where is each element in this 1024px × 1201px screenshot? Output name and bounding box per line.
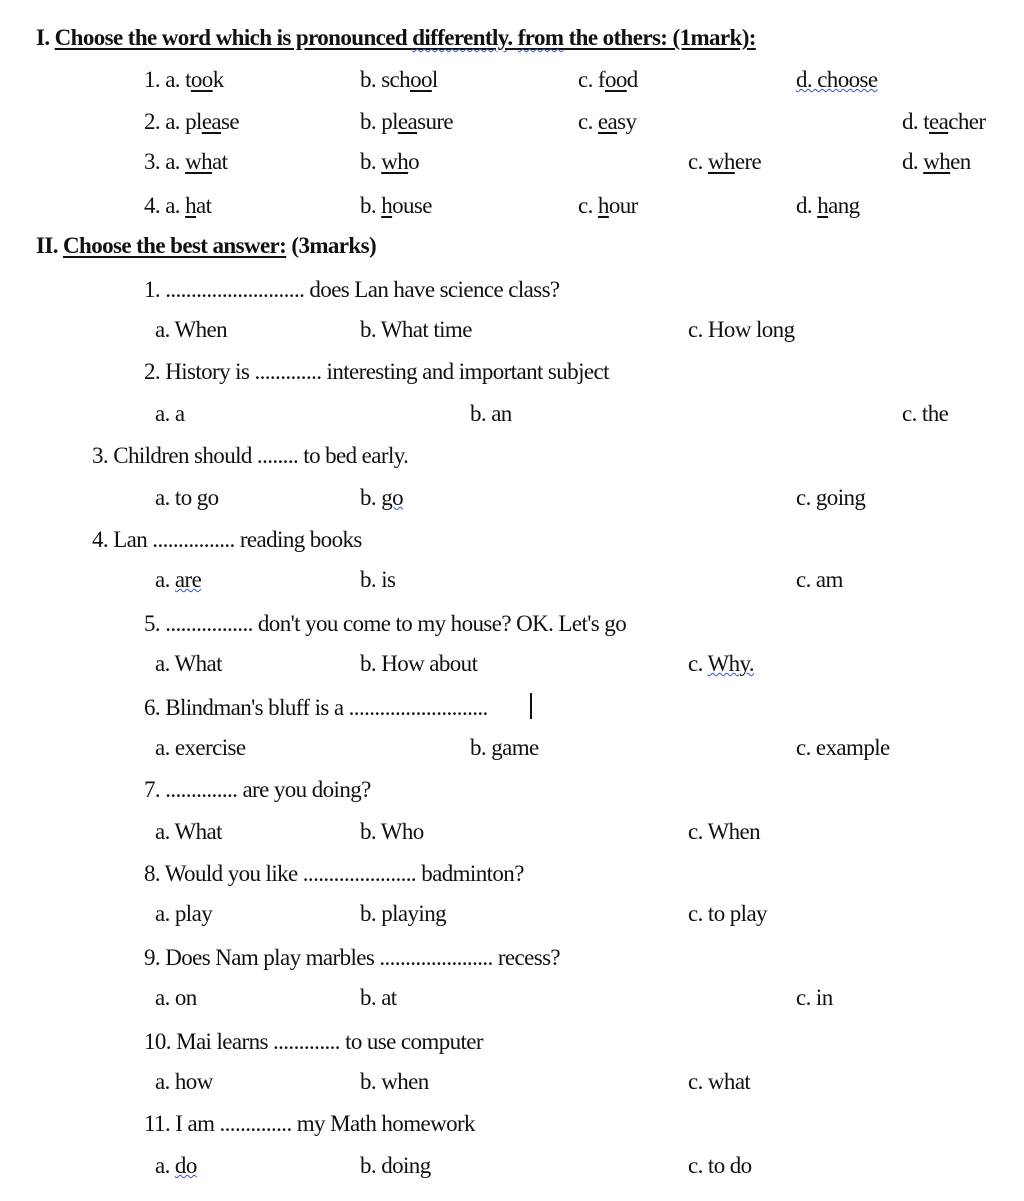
pron-word-part: b. [360, 149, 382, 174]
text-cursor [530, 693, 532, 719]
pron-option-d [902, 108, 985, 136]
pron-underlined-sound: wh [185, 149, 213, 174]
section-1-number: I. [36, 25, 50, 50]
pron-option-b [360, 108, 453, 136]
pron-number: 2. a. [144, 109, 186, 134]
question-text: 3. Children should ........ to bed early. [92, 443, 409, 468]
pron-word-part: ouse [392, 193, 432, 218]
question-text: 2. History is ............. interesting and important subject [144, 359, 609, 384]
pron-word-part: sure [417, 109, 454, 134]
question-text: 1. ........................... does Lan have science class? [144, 277, 560, 302]
answer-option-b: b. game [470, 735, 539, 760]
option-letter: a. [155, 1153, 175, 1178]
question-text: 7. .............. are you doing? [144, 777, 371, 802]
pron-word-part: at [196, 193, 212, 218]
pron-underlined-sound: ea [397, 109, 418, 134]
section-2-heading [36, 232, 376, 260]
pron-underlined-sound: ea [201, 109, 222, 134]
question-text: 11. I am .............. my Math homework [144, 1111, 475, 1136]
answer-option-a [155, 1152, 197, 1180]
answer-option-b: b. playing [360, 901, 446, 926]
pron-underlined-sound: wh [923, 149, 951, 174]
pron-word-squiggle: d. choose [796, 67, 878, 92]
section-1-title-part: Choose the word which is pronounced [54, 25, 413, 50]
answer-option-a: a. play [155, 901, 213, 926]
option-word-misspelled: Why. [707, 651, 755, 676]
pron-underlined-sound: oo [190, 67, 213, 92]
pron-word-part: ere [734, 149, 762, 174]
pron-option-a [144, 66, 224, 94]
section-2-marks: (3marks) [286, 233, 377, 258]
answer-option-c: c. How long [688, 317, 795, 342]
section-1-title-part: the others: (1mark): [563, 25, 756, 50]
option-letter: a. [155, 567, 175, 592]
pron-underlined-sound: h [381, 193, 393, 218]
answer-option-a: a. to go [155, 485, 219, 510]
answer-option-b [360, 484, 403, 512]
section-1-heading [36, 24, 756, 52]
answer-option-c: c. to do [688, 1153, 752, 1178]
answer-option-a: a. exercise [155, 735, 246, 760]
pron-option-b [360, 192, 432, 220]
answer-option-b: b. doing [360, 1153, 431, 1178]
pron-word-part: o [408, 149, 420, 174]
pron-option-d [902, 148, 971, 176]
pron-word-part: c. f [578, 67, 605, 92]
answer-option-a: a. When [155, 317, 228, 342]
pron-word-part: d. t [902, 109, 929, 134]
pron-underlined-sound: oo [410, 67, 432, 92]
pron-option-c [578, 192, 638, 220]
pron-word-part: d. [796, 193, 818, 218]
pron-word-part: l [431, 67, 438, 92]
pron-word-part: sy [617, 109, 637, 134]
option-letter: b. [360, 485, 382, 510]
answer-option-c: c. the [902, 401, 949, 426]
question-text: 8. Would you like ...................... badminton? [144, 861, 524, 886]
pron-word-part: t [185, 67, 191, 92]
question-text: 4. Lan ................ reading books [92, 527, 362, 552]
section-1-title-misspelled: differently [412, 25, 508, 50]
question-text: 6. Blindman's bluff is a ........................... [144, 695, 488, 720]
pron-underlined-sound: wh [381, 149, 409, 174]
pron-option-a [144, 148, 227, 176]
section-1-title [55, 25, 756, 50]
pron-option-c [688, 148, 761, 176]
answer-option-a: a. What [155, 651, 222, 676]
answer-option-c: c. in [796, 985, 833, 1010]
answer-option-c: c. to play [688, 901, 767, 926]
pron-word-part: pl [185, 109, 202, 134]
answer-option-a: a. on [155, 985, 197, 1010]
pron-option-d [796, 192, 860, 220]
pron-word-part: k [212, 67, 224, 92]
section-1-title-part: . [507, 25, 518, 50]
pron-underlined-sound: ea [929, 109, 949, 134]
pron-underlined-sound: h [185, 193, 197, 218]
pron-word-part: cher [948, 109, 986, 134]
answer-option-c: c. example [796, 735, 890, 760]
pron-word-part: d. [902, 149, 924, 174]
section-2-title: Choose the best answer: [63, 233, 287, 258]
answer-option-c: c. what [688, 1069, 751, 1094]
pron-option-c [578, 66, 638, 94]
answer-option-a: a. What [155, 819, 222, 844]
pron-option-b [360, 148, 419, 176]
answer-option-c: c. am [796, 567, 843, 592]
option-word-misspelled: are [174, 567, 202, 592]
pron-word-part: ang [828, 193, 860, 218]
pron-option-c [578, 108, 636, 136]
answer-option-a [155, 566, 201, 594]
pron-underlined-sound: h [597, 193, 609, 218]
option-letter: c. [688, 651, 708, 676]
answer-option-b: b. What time [360, 317, 472, 342]
pron-word-part: en [950, 149, 971, 174]
answer-option-a: a. how [155, 1069, 213, 1094]
pron-word-part: b. pl [360, 109, 398, 134]
pron-word-part: c. [688, 149, 708, 174]
pron-word-part: se [221, 109, 239, 134]
pron-option-a [144, 108, 239, 136]
answer-option-c: c. going [796, 485, 866, 510]
pron-number: 4. a. [144, 193, 186, 218]
answer-option-b: b. at [360, 985, 397, 1010]
question-text: 5. ................. don't you come to my house? OK. Let's go [144, 611, 627, 636]
answer-option-c: c. When [688, 819, 761, 844]
answer-option-a: a. a [155, 401, 185, 426]
option-word-misspelled: go [381, 485, 404, 510]
question-text: 10. Mai learns ............. to use computer [144, 1029, 483, 1054]
answer-option-b: b. How about [360, 651, 478, 676]
pron-word-part: at [212, 149, 228, 174]
pron-word-part: b. [360, 193, 382, 218]
answer-option-b: b. when [360, 1069, 429, 1094]
pron-option-d [796, 66, 877, 94]
pron-underlined-sound: oo [604, 67, 627, 92]
answer-option-c [688, 650, 754, 678]
pron-underlined-sound: ea [597, 109, 618, 134]
pron-option-b [360, 66, 438, 94]
pron-word-part: c. [578, 193, 598, 218]
pron-word-part: c. [578, 109, 598, 134]
section-2-number: II. [36, 233, 58, 258]
answer-option-b: b. is [360, 567, 396, 592]
pron-option-a [144, 192, 211, 220]
option-word-misspelled: do [174, 1153, 197, 1178]
answer-option-b: b. Who [360, 819, 424, 844]
section-1-title-misspelled: from [517, 25, 564, 50]
pron-number: 3. a. [144, 149, 186, 174]
pron-number: 1. a. [144, 67, 186, 92]
answer-option-b: b. an [470, 401, 512, 426]
pron-word-part: b. sch [360, 67, 411, 92]
pron-word-part: our [608, 193, 638, 218]
pron-underlined-sound: h [817, 193, 829, 218]
question-text: 9. Does Nam play marbles ...................... recess? [144, 945, 561, 970]
pron-word-part: d [626, 67, 638, 92]
pron-underlined-sound: wh [707, 149, 735, 174]
